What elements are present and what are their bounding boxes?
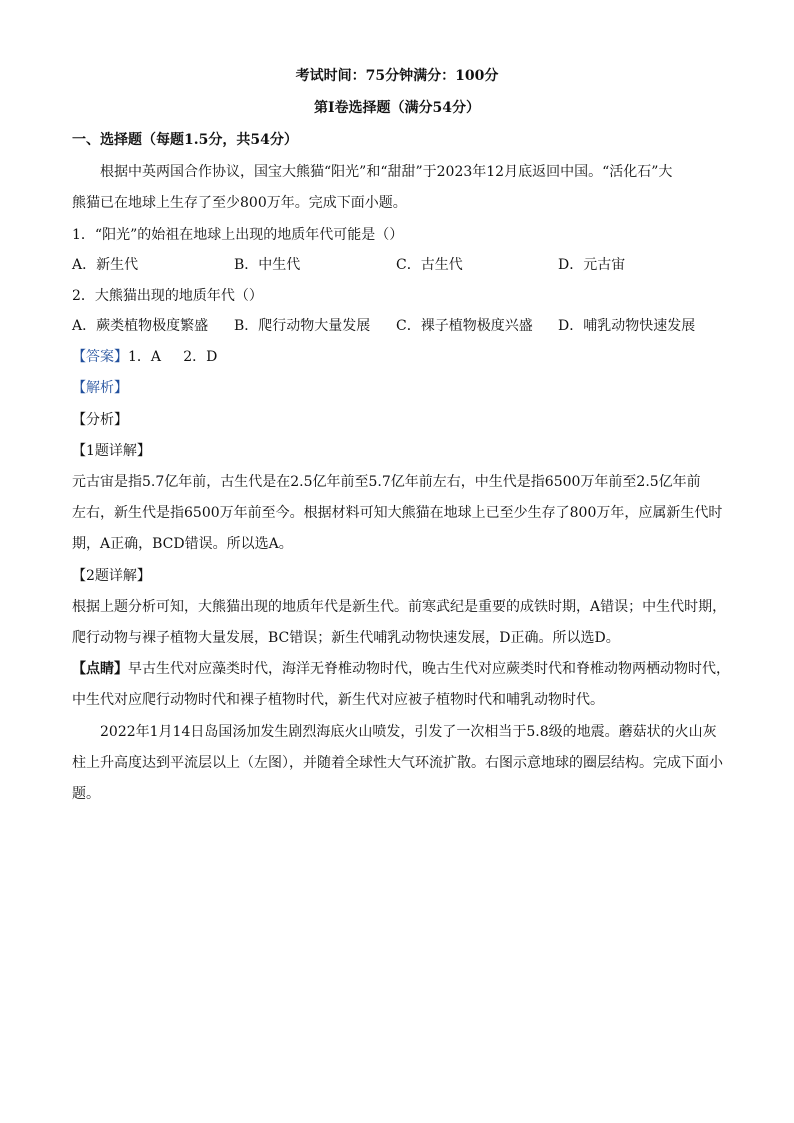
q1-detail-line-1: 元古宙是指5.7亿年前，古生代是在2.5亿年前至5.7亿年前左右，中生代是指6500万年前至2.5亿年前 — [72, 474, 701, 490]
question-1-option-a: A．新生代 — [72, 257, 139, 273]
part-heading: 一、选择题（每题1.5分，共54分） — [72, 132, 298, 148]
fenxi-label: 【分析】 — [72, 412, 128, 428]
dianjing-line-1 — [72, 659, 730, 679]
question-1-option-d: D．元古宙 — [558, 257, 626, 273]
section-title: 第Ⅰ卷选择题（满分54分） — [313, 100, 481, 116]
question-2-option-d: D．哺乳动物快速发展 — [558, 318, 696, 334]
question-2-option-b: B．爬行动物大量发展 — [234, 318, 371, 334]
q2-detail-line-2: 爬行动物与裸子植物大量发展，BC错误；新生代哺乳动物快速发展，D正确。所以选D。 — [72, 630, 620, 646]
q2-detail-line-1: 根据上题分析可知，大熊猫出现的地质年代是新生代。前寒武纪是重要的成铁时期，A错误；中生代时期， — [72, 599, 727, 615]
dianjing-label: 【点睛】 — [72, 661, 128, 677]
answer-line — [72, 347, 722, 367]
question-1-stem: 1．“阳光”的始祖在地球上出现的地质年代可能是（） — [72, 227, 404, 243]
material-1-line-1: 根据中英两国合作协议，国宝大熊猫“阳光”和“甜甜”于2023年12月底返回中国。“活化石”大 — [100, 164, 673, 180]
answer-label: 【答案】 — [72, 349, 128, 365]
question-2-stem: 2．大熊猫出现的地质年代（） — [72, 288, 263, 304]
q1-detail-line-2: 左右，新生代是指6500万年前至今。根据材料可知大熊猫在地球上已至少生存了800万年，应属新生代时 — [72, 505, 723, 521]
q1-detail-label: 【1题详解】 — [72, 443, 151, 459]
answer-text: 1．A 2．D — [128, 349, 218, 365]
material-2-line-1: 2022年1月14日岛国汤加发生剧烈海底火山喷发，引发了一次相当于5.8级的地震。蘑菇状的火山灰 — [100, 724, 717, 740]
dianjing-text-1: 早古生代对应藻类时代，海洋无脊椎动物时代，晚古生代对应蕨类时代和脊椎动物两栖动物时代， — [128, 661, 730, 677]
question-2-option-c: C．裸子植物极度兴盛 — [396, 318, 533, 334]
analysis-label: 【解析】 — [72, 380, 128, 396]
question-2-option-a: A．蕨类植物极度繁盛 — [72, 318, 209, 334]
q2-detail-label: 【2题详解】 — [72, 568, 151, 584]
q1-detail-line-3: 期，A正确，BCD错误。所以选A。 — [72, 536, 293, 552]
question-1-option-c: C．古生代 — [396, 257, 463, 273]
material-2-line-3: 题。 — [72, 786, 100, 802]
question-1-option-b: B．中生代 — [234, 257, 301, 273]
dianjing-line-2: 中生代对应爬行动物时代和裸子植物时代，新生代对应被子植物时代和哺乳动物时代。 — [72, 692, 604, 708]
material-1-line-2: 熊猫已在地球上生存了至少800万年。完成下面小题。 — [72, 195, 407, 211]
material-2-line-2: 柱上升高度达到平流层以上（左图），并随着全球性大气环流扩散。右图示意地球的圈层结构。完成下面小 — [72, 755, 723, 771]
exam-info: 考试时间：75分钟满分：100分 — [295, 68, 499, 84]
